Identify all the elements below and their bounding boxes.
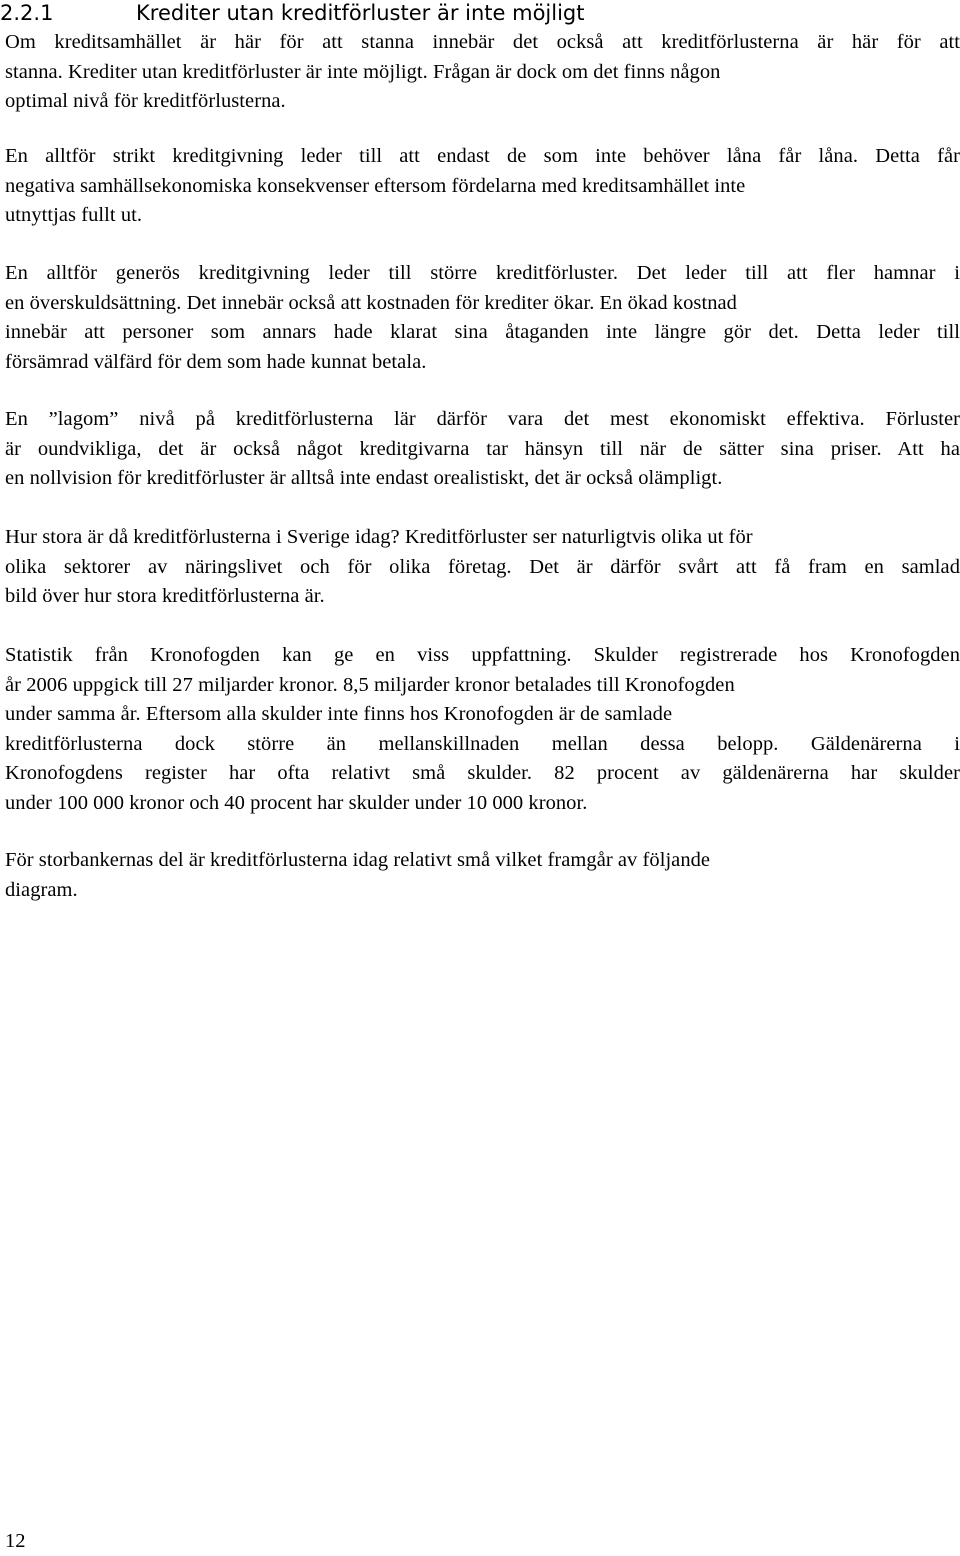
text-line: olika sektorer av näringslivet och för olika företag. Det är därför svårt att få fram en samlad: [5, 555, 960, 578]
text-line: Kronofogdens register har ofta relativt små skulder. 82 procent av gäldenärerna har skulder: [5, 762, 960, 784]
text-line: Statistik från Kronofogden kan ge en viss uppfattning. Skulder registrerade hos Kronofogden: [5, 644, 960, 666]
text-line: optimal nivå för kreditförlusterna.: [5, 90, 286, 112]
text-line: försämrad välfärd för dem som hade kunnat betala.: [5, 350, 427, 373]
section-heading: [0, 0, 585, 26]
text-line: under samma år. Eftersom alla skulder inte finns hos Kronofogden är de samlade: [5, 703, 673, 725]
text-line: För storbankernas del är kreditförlusterna idag relativt små vilket framgår av följande: [5, 849, 711, 871]
text-line: En alltför strikt kreditgivning leder till att endast de som inte behöver låna får låna. Detta får: [5, 145, 960, 167]
text-line: Om kreditsamhället är här för att stanna innebär det också att kreditförlusterna är här för att: [5, 31, 960, 53]
text-line: stanna. Krediter utan kreditförluster är inte möjligt. Frågan är dock om det finns någon: [5, 60, 721, 83]
text-line: en nollvision för kreditförluster är alltså inte endast orealistiskt, det är också olämpligt.: [5, 467, 723, 489]
page-number: 12: [5, 1530, 26, 1552]
section-title: Krediter utan kreditförluster är inte möjligt: [136, 1, 585, 25]
text-line: Hur stora är då kreditförlusterna i Sverige idag? Kreditförluster ser naturligtvis olika ut för: [5, 526, 753, 548]
text-line: år 2006 uppgick till 27 miljarder kronor. 8,5 miljarder kronor betalades till Kronofogden: [5, 673, 735, 696]
text-line: En alltför generös kreditgivning leder till större kreditförluster. Det leder till att fler hamnar i: [5, 262, 960, 284]
paragraph: [5, 523, 960, 612]
paragraph: [5, 259, 960, 377]
section-number: 2.2.1: [0, 1, 54, 25]
text-line: innebär att personer som annars hade klarat sina åtaganden inte längre gör det. Detta leder till: [5, 321, 960, 343]
paragraph: [5, 641, 960, 818]
paragraph: [5, 846, 960, 905]
text-line: kreditförlusterna dock större än mellanskillnaden mellan dessa belopp. Gäldenärerna i: [5, 732, 960, 755]
text-line: under 100 000 kronor och 40 procent har skulder under 10 000 kronor.: [5, 791, 588, 814]
text-line: utnyttjas fullt ut.: [5, 204, 143, 226]
paragraph: [5, 28, 960, 117]
text-line: en överskuldsättning. Det innebär också att kostnaden för krediter ökar. En ökad kostnad: [5, 291, 737, 314]
paragraph: [5, 405, 960, 494]
paragraph: [5, 142, 960, 231]
text-line: En ”lagom” nivå på kreditförlusterna lär därför vara det mest ekonomiskt effektiva. Förluster: [5, 408, 960, 430]
text-line: diagram.: [5, 878, 78, 901]
text-line: negativa samhällsekonomiska konsekvenser eftersom fördelarna med kreditsamhället inte: [5, 174, 746, 197]
text-line: är oundvikliga, det är också något kreditgivarna tar hänsyn till när de sätter sina priser. Att ha: [5, 437, 960, 460]
text-line: bild över hur stora kreditförlusterna är.: [5, 585, 325, 607]
